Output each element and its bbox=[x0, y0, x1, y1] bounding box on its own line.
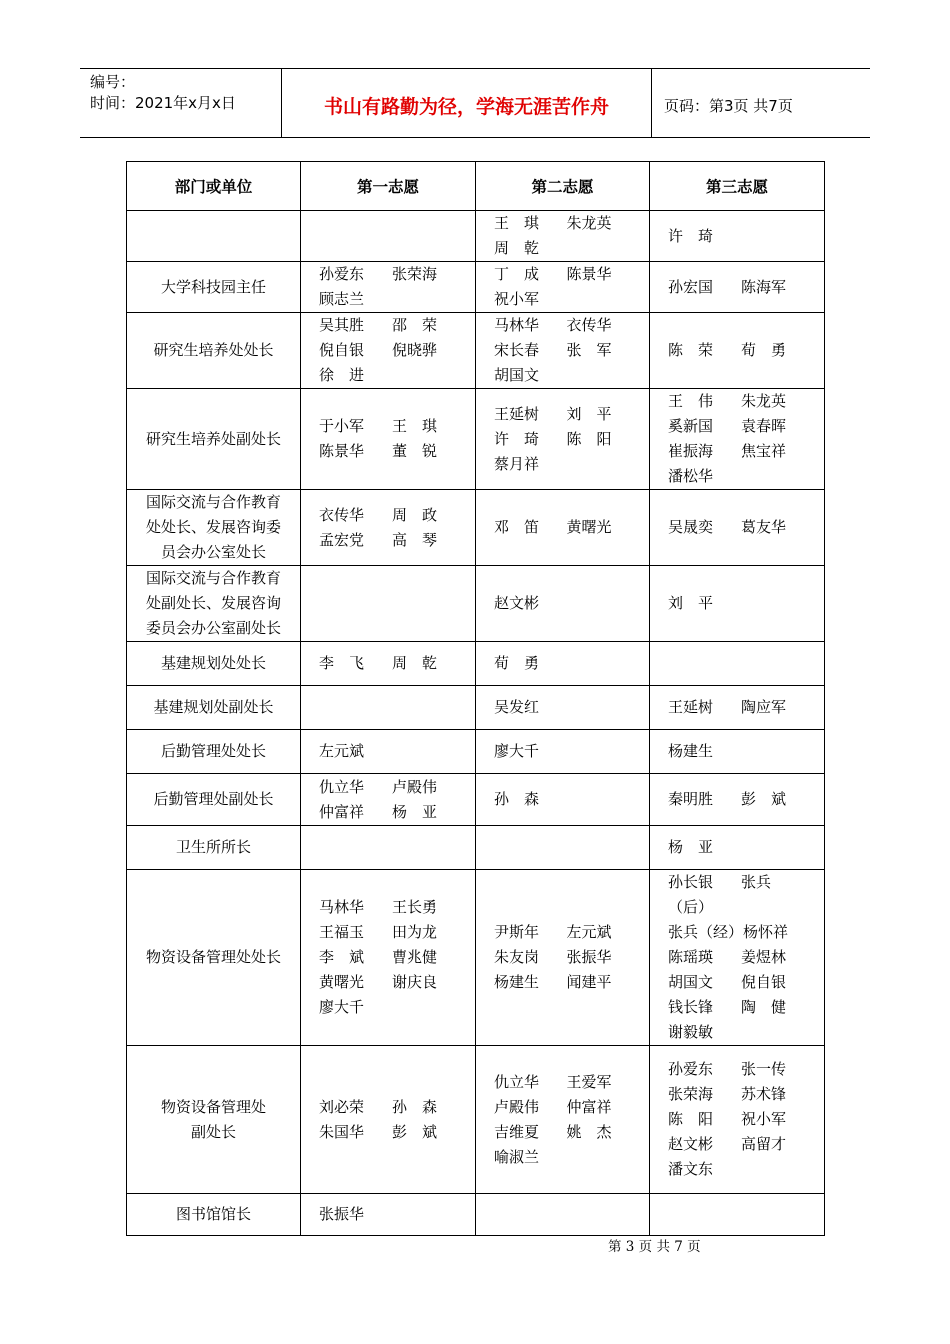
date-label: 时间：2021年x月x日 bbox=[90, 94, 236, 112]
name-line bbox=[319, 1202, 465, 1227]
second-choice-cell bbox=[476, 566, 650, 642]
name-line bbox=[668, 920, 814, 945]
first-choice-cell bbox=[301, 686, 476, 730]
name-line bbox=[494, 1120, 639, 1145]
person-name: 陈海军 bbox=[741, 277, 787, 296]
person-name: 马林华 bbox=[494, 316, 540, 334]
person-name: 廖大千 bbox=[319, 998, 365, 1016]
third-choice-cell bbox=[650, 566, 825, 642]
person-name: 吴晟奕 bbox=[668, 518, 714, 536]
department-line: 国际交流与合作教育 bbox=[145, 493, 281, 511]
name-line bbox=[319, 503, 465, 528]
department-line: 物资设备管理处 bbox=[160, 1097, 266, 1116]
name-line bbox=[494, 211, 639, 236]
name-line bbox=[494, 262, 639, 287]
person-name: 王延树 bbox=[668, 698, 714, 716]
header-motto: 书山有路勤为径，学海无涯苦作舟 bbox=[282, 69, 652, 137]
first-choice-cell bbox=[301, 262, 476, 313]
first-choice-cell bbox=[301, 774, 476, 826]
third-choice-cell bbox=[650, 826, 825, 870]
person-name: 左元斌 bbox=[566, 923, 612, 941]
name-line bbox=[319, 1120, 465, 1145]
department-line: 卫生所所长 bbox=[175, 838, 251, 856]
name-line bbox=[668, 275, 814, 300]
person-name: 喻淑兰 bbox=[494, 1147, 540, 1166]
header-page-label: 页码：第3页 共7页 bbox=[664, 96, 793, 115]
person-name: 李 斌 bbox=[319, 948, 365, 966]
department-cell bbox=[127, 262, 301, 313]
person-name: 衣传华 bbox=[319, 505, 365, 524]
person-name: 宋长春 bbox=[494, 341, 540, 359]
person-name: 谢毅敏 bbox=[668, 1023, 714, 1041]
first-choice-cell bbox=[301, 642, 476, 686]
name-line bbox=[319, 895, 465, 920]
second-choice-cell bbox=[476, 826, 650, 870]
person-name: 徐 进 bbox=[319, 366, 365, 384]
person-name: （后） bbox=[668, 898, 714, 916]
person-name: 胡国文 bbox=[494, 366, 540, 384]
department-cell bbox=[127, 774, 301, 826]
person-name: 许 琦 bbox=[668, 226, 714, 245]
department-cell bbox=[127, 211, 301, 262]
column-header: 第三志愿 bbox=[650, 162, 825, 211]
person-name: 孙 森 bbox=[494, 790, 540, 808]
person-name: 陈景华 bbox=[566, 265, 612, 283]
person-name: 曹兆健 bbox=[392, 948, 438, 966]
name-line bbox=[668, 995, 814, 1020]
department-line: 后勤管理处处长 bbox=[160, 742, 266, 760]
second-choice-cell bbox=[476, 1046, 650, 1194]
table-row bbox=[127, 826, 825, 870]
name-line bbox=[319, 363, 465, 388]
person-name: 杨 亚 bbox=[392, 802, 438, 821]
person-name: 秦明胜 bbox=[668, 790, 714, 808]
name-line bbox=[668, 1082, 814, 1107]
third-choice-cell bbox=[650, 211, 825, 262]
name-line bbox=[494, 236, 639, 261]
third-choice-cell bbox=[650, 730, 825, 774]
first-choice-cell bbox=[301, 730, 476, 774]
name-line bbox=[319, 920, 465, 945]
person-name: 周 乾 bbox=[392, 654, 438, 672]
name-line bbox=[319, 995, 465, 1020]
person-name: 孙爱东 bbox=[319, 265, 365, 283]
person-name: 刘必荣 bbox=[319, 1097, 365, 1116]
third-choice-cell bbox=[650, 490, 825, 566]
first-choice-cell bbox=[301, 490, 476, 566]
name-line bbox=[494, 945, 639, 970]
header-meta bbox=[80, 69, 282, 137]
name-line bbox=[319, 970, 465, 995]
name-line bbox=[319, 775, 465, 800]
department-line: 国际交流与合作教育 bbox=[145, 569, 281, 587]
table-row bbox=[127, 1194, 825, 1236]
person-name: 黄曙光 bbox=[566, 518, 612, 536]
name-line bbox=[494, 591, 639, 616]
number-label: 编号： bbox=[90, 73, 136, 91]
department-cell bbox=[127, 642, 301, 686]
person-name: 王延树 bbox=[494, 404, 540, 423]
department-line: 委员会办公室副处长 bbox=[145, 619, 281, 637]
person-name: 张 军 bbox=[566, 341, 612, 359]
person-name: 王 琪 bbox=[392, 417, 438, 435]
person-name: 邵 荣 bbox=[392, 316, 438, 334]
third-choice-cell bbox=[650, 642, 825, 686]
person-name: 刘 平 bbox=[668, 594, 714, 612]
person-name: 孙爱东 bbox=[668, 1060, 714, 1078]
person-name: 陈瑶瑛 bbox=[668, 948, 714, 966]
person-name: 杨 亚 bbox=[668, 838, 714, 856]
person-name: 姜煜林 bbox=[741, 948, 787, 966]
person-name: 丁 成 bbox=[494, 265, 540, 283]
name-line bbox=[494, 1095, 639, 1120]
person-name: 彭 斌 bbox=[392, 1122, 438, 1141]
second-choice-cell bbox=[476, 870, 650, 1046]
table-row bbox=[127, 686, 825, 730]
person-name: 刘 平 bbox=[566, 404, 612, 423]
person-name: 张振华 bbox=[566, 948, 612, 966]
person-name: 潘文东 bbox=[668, 1160, 714, 1178]
person-name: 苏术锋 bbox=[741, 1085, 787, 1103]
department-line: 员会办公室处长 bbox=[160, 543, 266, 561]
third-choice-cell bbox=[650, 774, 825, 826]
person-name: 廖大千 bbox=[494, 742, 540, 760]
person-name: 仇立华 bbox=[494, 1072, 540, 1091]
name-line bbox=[494, 920, 639, 945]
person-name: 卢殿伟 bbox=[494, 1097, 540, 1116]
name-line bbox=[668, 1132, 814, 1157]
name-line bbox=[668, 591, 814, 616]
person-name: 倪自银 bbox=[319, 341, 365, 359]
person-name: 张荣海 bbox=[668, 1085, 714, 1103]
third-choice-cell bbox=[650, 262, 825, 313]
person-name: 孙宏国 bbox=[668, 277, 714, 296]
department-cell bbox=[127, 826, 301, 870]
first-choice-cell bbox=[301, 389, 476, 490]
person-name: 吴其胜 bbox=[319, 316, 365, 334]
person-name: 杨建生 bbox=[668, 742, 714, 760]
name-line bbox=[668, 389, 814, 414]
person-name: 孟宏党 bbox=[319, 530, 365, 549]
name-line bbox=[494, 338, 639, 363]
name-line bbox=[668, 970, 814, 995]
table-row bbox=[127, 490, 825, 566]
name-line bbox=[494, 787, 639, 812]
table-row bbox=[127, 730, 825, 774]
table-row bbox=[127, 642, 825, 686]
person-name: 马林华 bbox=[319, 898, 365, 916]
department-cell bbox=[127, 1046, 301, 1194]
person-name: 黄曙光 bbox=[319, 973, 365, 991]
first-choice-cell bbox=[301, 313, 476, 389]
second-choice-cell bbox=[476, 313, 650, 389]
name-line bbox=[668, 695, 814, 720]
name-line bbox=[319, 528, 465, 553]
person-name: 杨建生 bbox=[494, 973, 540, 991]
person-name: 陈 荣 bbox=[668, 341, 714, 359]
third-choice-cell bbox=[650, 1194, 825, 1236]
person-name: 奚新国 bbox=[668, 417, 714, 435]
person-name: 仇立华 bbox=[319, 777, 365, 796]
person-name: 潘松华 bbox=[668, 467, 714, 485]
person-name: 彭 斌 bbox=[741, 790, 787, 808]
name-line bbox=[668, 1107, 814, 1132]
name-line bbox=[494, 427, 639, 452]
person-name: 周 乾 bbox=[494, 239, 540, 257]
third-choice-cell bbox=[650, 389, 825, 490]
person-name: 张一传 bbox=[741, 1060, 787, 1078]
person-name: 田为龙 bbox=[392, 923, 438, 941]
table-row bbox=[127, 313, 825, 389]
person-name: 蔡月祥 bbox=[494, 454, 540, 473]
name-line bbox=[668, 338, 814, 363]
second-choice-cell bbox=[476, 642, 650, 686]
name-line bbox=[494, 402, 639, 427]
department-cell bbox=[127, 389, 301, 490]
person-name: 张振华 bbox=[319, 1205, 365, 1223]
person-name: 张兵（经） bbox=[668, 923, 744, 941]
person-name: 孙长银 bbox=[668, 873, 714, 891]
department-line: 研究生培养处副处长 bbox=[145, 429, 281, 448]
second-choice-cell bbox=[476, 389, 650, 490]
department-line: 研究生培养处处长 bbox=[153, 341, 274, 359]
name-line bbox=[668, 787, 814, 812]
person-name: 祝小军 bbox=[741, 1110, 787, 1128]
department-cell bbox=[127, 730, 301, 774]
person-name: 焦宝祥 bbox=[741, 442, 787, 460]
person-name: 赵文彬 bbox=[668, 1135, 714, 1153]
first-choice-cell bbox=[301, 211, 476, 262]
person-name: 高 琴 bbox=[392, 530, 438, 549]
person-name: 于小军 bbox=[319, 417, 365, 435]
third-choice-cell bbox=[650, 870, 825, 1046]
department-line: 处副处长、发展咨询 bbox=[145, 594, 281, 612]
person-name: 祝小军 bbox=[494, 290, 540, 308]
first-choice-cell bbox=[301, 566, 476, 642]
first-choice-cell bbox=[301, 1194, 476, 1236]
person-name: 王福玉 bbox=[319, 923, 365, 941]
second-choice-cell bbox=[476, 1194, 650, 1236]
table-header-row bbox=[127, 162, 825, 211]
column-header: 第二志愿 bbox=[476, 162, 650, 211]
name-line bbox=[494, 970, 639, 995]
person-name: 葛友华 bbox=[741, 518, 787, 536]
person-name: 仲富祥 bbox=[566, 1097, 612, 1116]
name-line bbox=[494, 363, 639, 388]
name-line bbox=[494, 695, 639, 720]
first-choice-cell bbox=[301, 870, 476, 1046]
person-name: 陈 阳 bbox=[566, 429, 612, 448]
name-line bbox=[319, 439, 465, 464]
person-name: 张兵 bbox=[741, 873, 772, 891]
person-name: 姚 杰 bbox=[566, 1122, 612, 1141]
name-line bbox=[319, 262, 465, 287]
name-line bbox=[668, 739, 814, 764]
name-line bbox=[319, 651, 465, 676]
person-name: 赵文彬 bbox=[494, 594, 540, 612]
person-name: 李 飞 bbox=[319, 654, 365, 672]
person-name: 钱长锋 bbox=[668, 998, 714, 1016]
name-line bbox=[494, 1070, 639, 1095]
person-name: 杨怀祥 bbox=[743, 923, 789, 941]
department-line: 处处长、发展咨询委 bbox=[145, 518, 281, 536]
person-name: 仲富祥 bbox=[319, 802, 365, 821]
name-line bbox=[494, 287, 639, 312]
table-row bbox=[127, 774, 825, 826]
department-cell bbox=[127, 686, 301, 730]
person-name: 荀 勇 bbox=[741, 341, 787, 359]
column-header: 部门或单位 bbox=[127, 162, 301, 211]
person-name: 袁春晖 bbox=[741, 417, 787, 435]
person-name: 孙 森 bbox=[392, 1097, 438, 1116]
person-name: 邓 笛 bbox=[494, 518, 540, 536]
person-name: 王 伟 bbox=[668, 392, 714, 410]
second-choice-cell bbox=[476, 730, 650, 774]
first-choice-cell bbox=[301, 1046, 476, 1194]
second-choice-cell bbox=[476, 211, 650, 262]
person-name: 尹斯年 bbox=[494, 923, 540, 941]
name-line bbox=[668, 835, 814, 860]
person-name: 顾志兰 bbox=[319, 290, 365, 308]
name-line bbox=[668, 1157, 814, 1182]
name-line bbox=[319, 414, 465, 439]
name-line bbox=[319, 313, 465, 338]
name-line bbox=[668, 515, 814, 540]
table-row bbox=[127, 1046, 825, 1194]
second-choice-cell bbox=[476, 262, 650, 313]
name-line bbox=[668, 870, 814, 895]
department-cell bbox=[127, 1194, 301, 1236]
page-header bbox=[80, 68, 870, 138]
name-line bbox=[319, 338, 465, 363]
name-line bbox=[319, 800, 465, 825]
table-row bbox=[127, 262, 825, 313]
table-body bbox=[127, 211, 825, 1236]
person-name: 王爱军 bbox=[566, 1072, 612, 1091]
name-line bbox=[668, 1020, 814, 1045]
person-name: 倪晓骅 bbox=[392, 341, 438, 359]
department-line: 图书馆馆长 bbox=[175, 1205, 251, 1223]
person-name: 陈景华 bbox=[319, 442, 365, 460]
column-header: 第一志愿 bbox=[301, 162, 476, 211]
second-choice-cell bbox=[476, 774, 650, 826]
person-name: 高留才 bbox=[741, 1135, 787, 1153]
name-line bbox=[319, 739, 465, 764]
department-line: 基建规划处副处长 bbox=[153, 698, 274, 716]
person-name: 王 琪 bbox=[494, 214, 540, 232]
person-name: 朱龙英 bbox=[566, 214, 612, 232]
department-cell bbox=[127, 313, 301, 389]
first-choice-cell bbox=[301, 826, 476, 870]
name-line bbox=[494, 651, 639, 676]
name-line bbox=[494, 313, 639, 338]
table-row bbox=[127, 389, 825, 490]
name-line bbox=[494, 452, 639, 477]
person-name: 周 政 bbox=[392, 505, 438, 524]
name-line bbox=[668, 224, 814, 249]
person-name: 陶 健 bbox=[741, 998, 787, 1016]
person-name: 张荣海 bbox=[392, 265, 438, 283]
second-choice-cell bbox=[476, 686, 650, 730]
name-line bbox=[494, 1145, 639, 1170]
person-name: 陶应军 bbox=[741, 698, 787, 716]
person-name: 胡国文 bbox=[668, 973, 714, 991]
person-name: 朱龙英 bbox=[741, 392, 787, 410]
department-line: 大学科技园主任 bbox=[160, 277, 266, 296]
person-name: 王长勇 bbox=[392, 898, 438, 916]
name-line bbox=[668, 414, 814, 439]
name-line bbox=[319, 1095, 465, 1120]
person-name: 陈 阳 bbox=[668, 1110, 714, 1128]
third-choice-cell bbox=[650, 1046, 825, 1194]
department-cell bbox=[127, 870, 301, 1046]
person-name: 卢殿伟 bbox=[392, 777, 438, 796]
person-name: 吉维夏 bbox=[494, 1122, 540, 1141]
name-line bbox=[319, 287, 465, 312]
person-name: 崔振海 bbox=[668, 442, 714, 460]
name-line bbox=[668, 439, 814, 464]
department-line: 物资设备管理处处长 bbox=[145, 948, 281, 966]
person-name: 朱友岗 bbox=[494, 948, 540, 966]
person-name: 左元斌 bbox=[319, 742, 365, 760]
department-line: 基建规划处处长 bbox=[160, 654, 266, 672]
person-name: 谢庆良 bbox=[392, 973, 438, 991]
department-cell bbox=[127, 490, 301, 566]
person-name: 董 锐 bbox=[392, 442, 438, 460]
third-choice-cell bbox=[650, 313, 825, 389]
person-name: 衣传华 bbox=[566, 316, 612, 334]
table-row bbox=[127, 566, 825, 642]
person-name: 闻建平 bbox=[566, 973, 612, 991]
third-choice-cell bbox=[650, 686, 825, 730]
name-line bbox=[494, 515, 639, 540]
table-row bbox=[127, 870, 825, 1046]
person-name: 荀 勇 bbox=[494, 654, 540, 672]
page-footer: 第 3 页 共 7 页 bbox=[608, 1239, 701, 1255]
person-name: 朱国华 bbox=[319, 1122, 365, 1141]
volunteer-table bbox=[126, 161, 825, 1236]
name-line bbox=[668, 945, 814, 970]
person-name: 许 琦 bbox=[494, 429, 540, 448]
table-row bbox=[127, 211, 825, 262]
name-line bbox=[319, 945, 465, 970]
department-line: 后勤管理处副处长 bbox=[153, 790, 274, 808]
name-line bbox=[494, 739, 639, 764]
name-line bbox=[668, 1057, 814, 1082]
name-line bbox=[668, 464, 814, 489]
second-choice-cell bbox=[476, 490, 650, 566]
name-line bbox=[668, 895, 814, 920]
person-name: 吴发红 bbox=[494, 698, 540, 716]
person-name: 倪自银 bbox=[741, 973, 787, 991]
department-line: 副处长 bbox=[190, 1122, 236, 1141]
department-cell bbox=[127, 566, 301, 642]
